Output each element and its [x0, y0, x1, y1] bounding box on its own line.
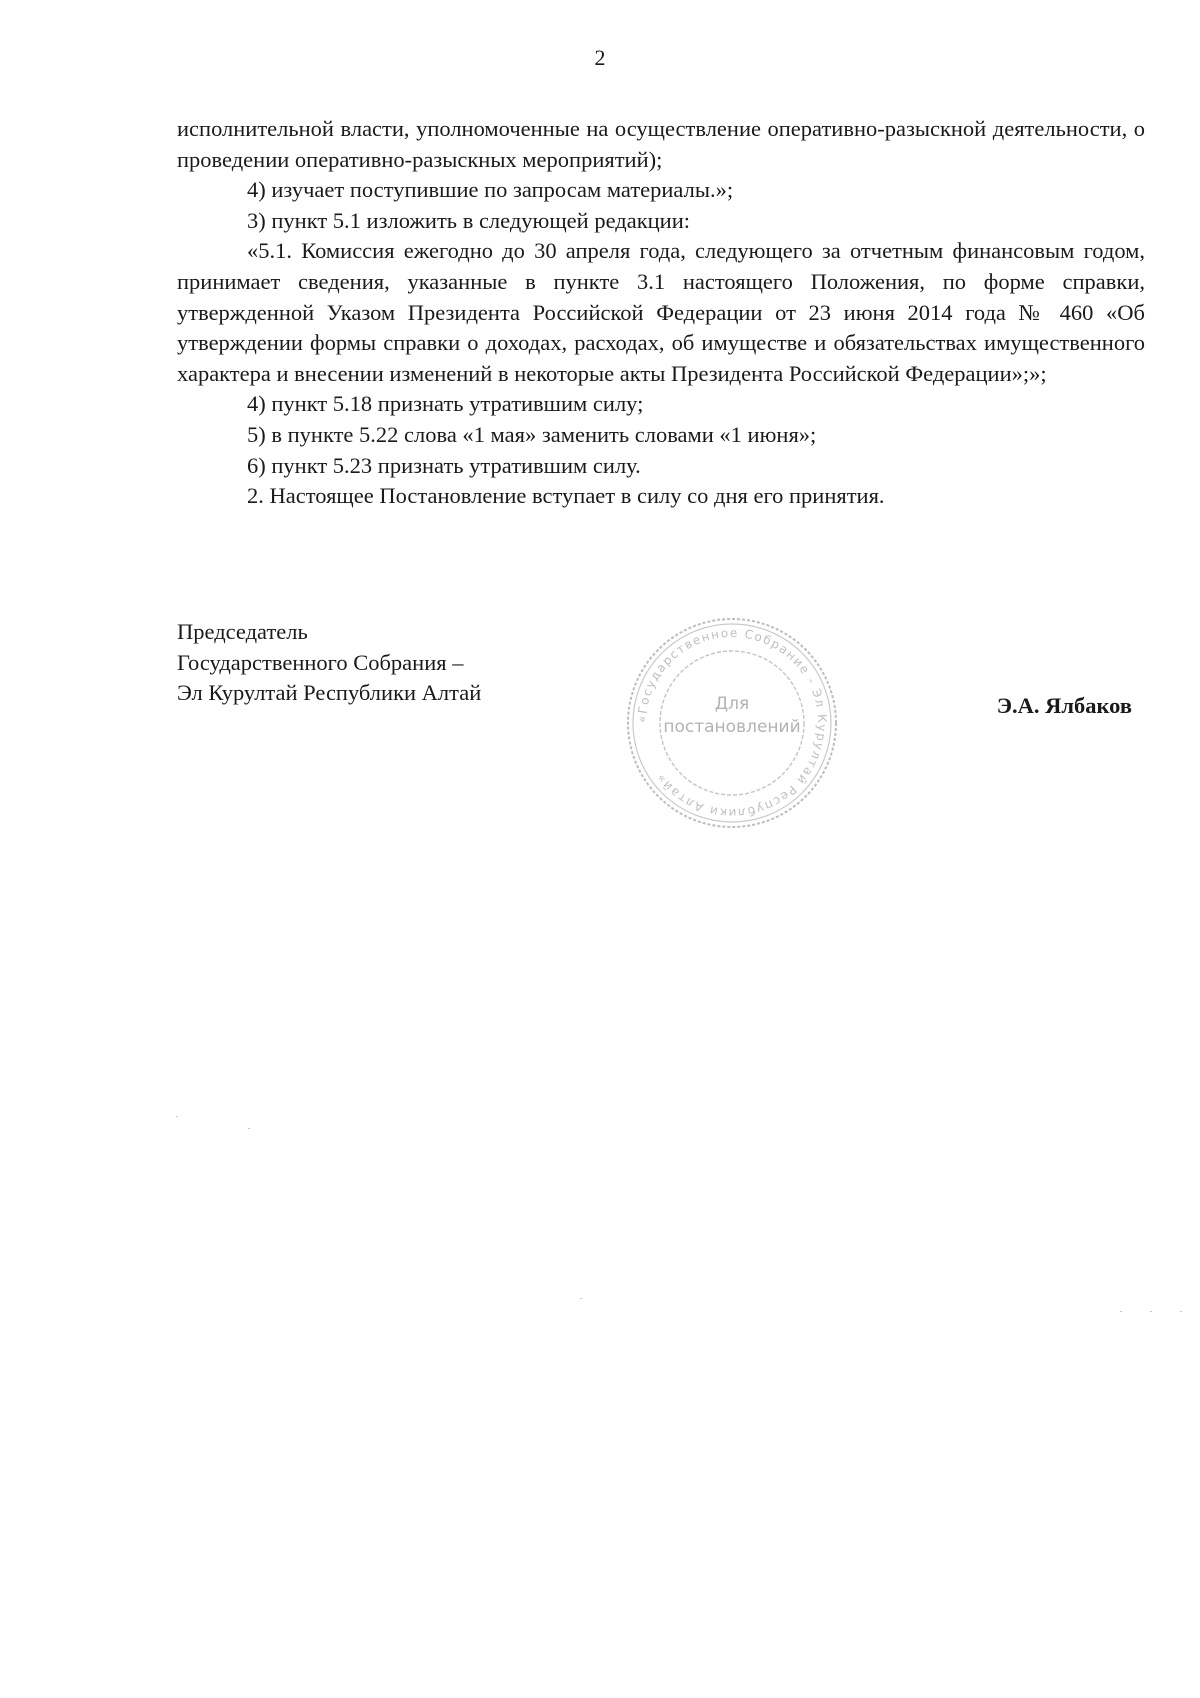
scan-speck [1120, 1311, 1122, 1312]
seal-center-line: постановлений [663, 717, 801, 737]
signature-title-line: Эл Курултай Республики Алтай [177, 680, 482, 706]
scan-speck [176, 1116, 178, 1117]
paragraph-item-3-amend: 3) пункт 5.1 изложить в следующей редакции: [247, 207, 691, 233]
signature-title-line: Государственного Собрания – [177, 649, 464, 675]
seal-ring-text: «Государственное Собрание - Эл Курултай Республики Алтай» [634, 625, 830, 821]
page-number: 2 [594, 45, 606, 70]
paragraph-effective-date: 2. Настоящее Постановление вступает в силу со дня его принятия. [247, 483, 885, 509]
paragraph-item-4-studies: 4) изучает поступившие по запросам материалы.»; [247, 177, 734, 203]
official-seal-stamp [622, 613, 842, 833]
signature-title-line: Председатель [177, 619, 308, 644]
document-body [177, 114, 1145, 512]
seal-center-line: Для [714, 694, 750, 714]
paragraph-item-6-repeal: 6) пункт 5.23 признать утратившим силу. [247, 452, 641, 478]
signature-title-block [177, 617, 481, 709]
paragraph-item-4-repeal: 4) пункт 5.18 признать утратившим силу; [247, 391, 644, 417]
scan-speck [580, 1298, 582, 1299]
scan-speck [1150, 1311, 1152, 1312]
paragraph-continuation: исполнительной власти, уполномоченные на осуществление оперативно-разыскной деятельности, о проведении оперативно-разыскных мероприятий); [177, 116, 1145, 172]
scan-speck [1180, 1311, 1182, 1312]
scan-speck [248, 1128, 250, 1129]
signer-name: Э.А. Ялбаков [996, 693, 1132, 718]
paragraph-item-5-replace: 5) в пункте 5.22 слова «1 мая» заменить словами «1 июня»; [247, 421, 817, 447]
paragraph-clause-5-1: «5.1. Комиссия ежегодно до 30 апреля года, следующего за отчетным финансовым годом, принимает сведения, указанные в пункте 3.1 настоящего Положения, по форме справки, утвержденной Указом Президента Российской Федерации от 23 июня 2014 года № 460 «Об утверждении формы справки о доходах, расходах, об имуществе и обязательствах имущественного характера и внесении изменений в некоторые акты Президента Российской Федерации»;»; [177, 238, 1145, 386]
